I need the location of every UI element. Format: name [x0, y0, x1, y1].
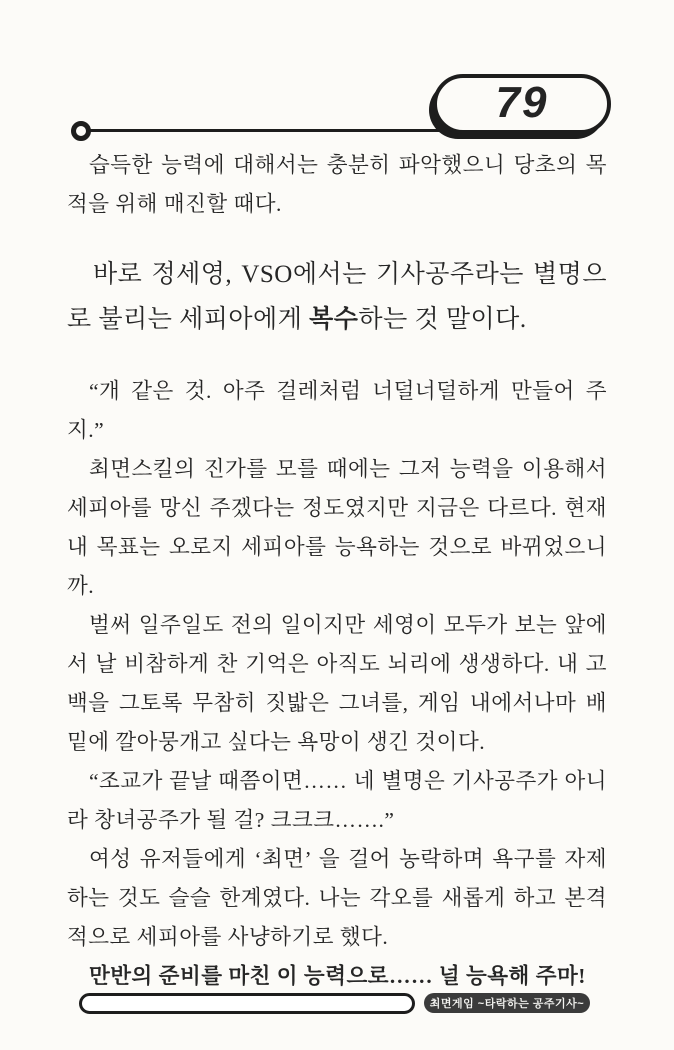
text-segment: “개 같은 것. 아주 걸레처럼 너덜너덜하게 만들어 주지.” — [67, 379, 607, 442]
paragraph-quote-1 — [67, 372, 607, 450]
paragraph-emphasis-target — [67, 252, 607, 342]
text-segment: 벌써 일주일도 전의 일이지만 세영이 모두가 보는 앞에서 날 비참하게 찬 기억은 아직도 뇌리에 생생하다. 내 고백을 그토록 무참히 짓밟은 그녀를, 게임 내에서나마 배 밑에 깔아뭉개고 싶다는 욕망이 생긴 것이다. — [67, 613, 607, 754]
text-segment: 하는 것 말이다. — [358, 306, 527, 333]
paragraph-narration-2 — [67, 606, 607, 762]
paragraph-quote-2 — [67, 762, 607, 840]
text-segment-bold: 복수 — [309, 306, 359, 333]
page-header — [0, 0, 674, 150]
page-number-badge — [433, 74, 611, 134]
text-segment: 최면스킬의 진가를 모를 때에는 그저 능력을 이용해서 세피아를 망신 주겠다는 정도였지만 지금은 다르다. 현재 내 목표는 오로지 세피아를 능욕하는 것으로 바뀌었으니까. — [67, 457, 607, 598]
header-ring-ornament — [71, 121, 91, 141]
text-segment-bold: 만반의 준비를 마친 이 능력으로…… 널 능욕해 주마! — [89, 964, 586, 988]
page-number: 79 — [495, 78, 549, 127]
header-rule — [90, 129, 442, 132]
paragraph-intro — [67, 146, 607, 224]
text-segment: 바로 정세영, VSO에서는 기사공주라는 별명으로 불리는 세피아에게 — [67, 261, 607, 333]
body-text — [67, 146, 607, 996]
footer-series-badge — [424, 993, 590, 1013]
text-segment: 여성 유저들에게 ‘최면’ 을 걸어 농락하며 욕구를 자제하는 것도 슬슬 한계였다. 나는 각오를 새롭게 하고 본격적으로 세피아를 사냥하기로 했다. — [67, 847, 607, 949]
footer-series-title: 최면게임 ~타락하는 공주기사~ — [429, 998, 585, 1010]
paragraph-narration-3 — [67, 840, 607, 957]
page-footer — [0, 980, 674, 1050]
paragraph-narration-1 — [67, 450, 607, 606]
footer-pill-ornament — [79, 993, 415, 1014]
text-segment: 습득한 능력에 대해서는 충분히 파악했으니 당초의 목적을 위해 매진할 때다. — [67, 153, 607, 216]
text-segment: “조교가 끝날 때쯤이면…… 네 별명은 기사공주가 아니라 창녀공주가 될 걸? 크크크…….” — [67, 769, 607, 832]
